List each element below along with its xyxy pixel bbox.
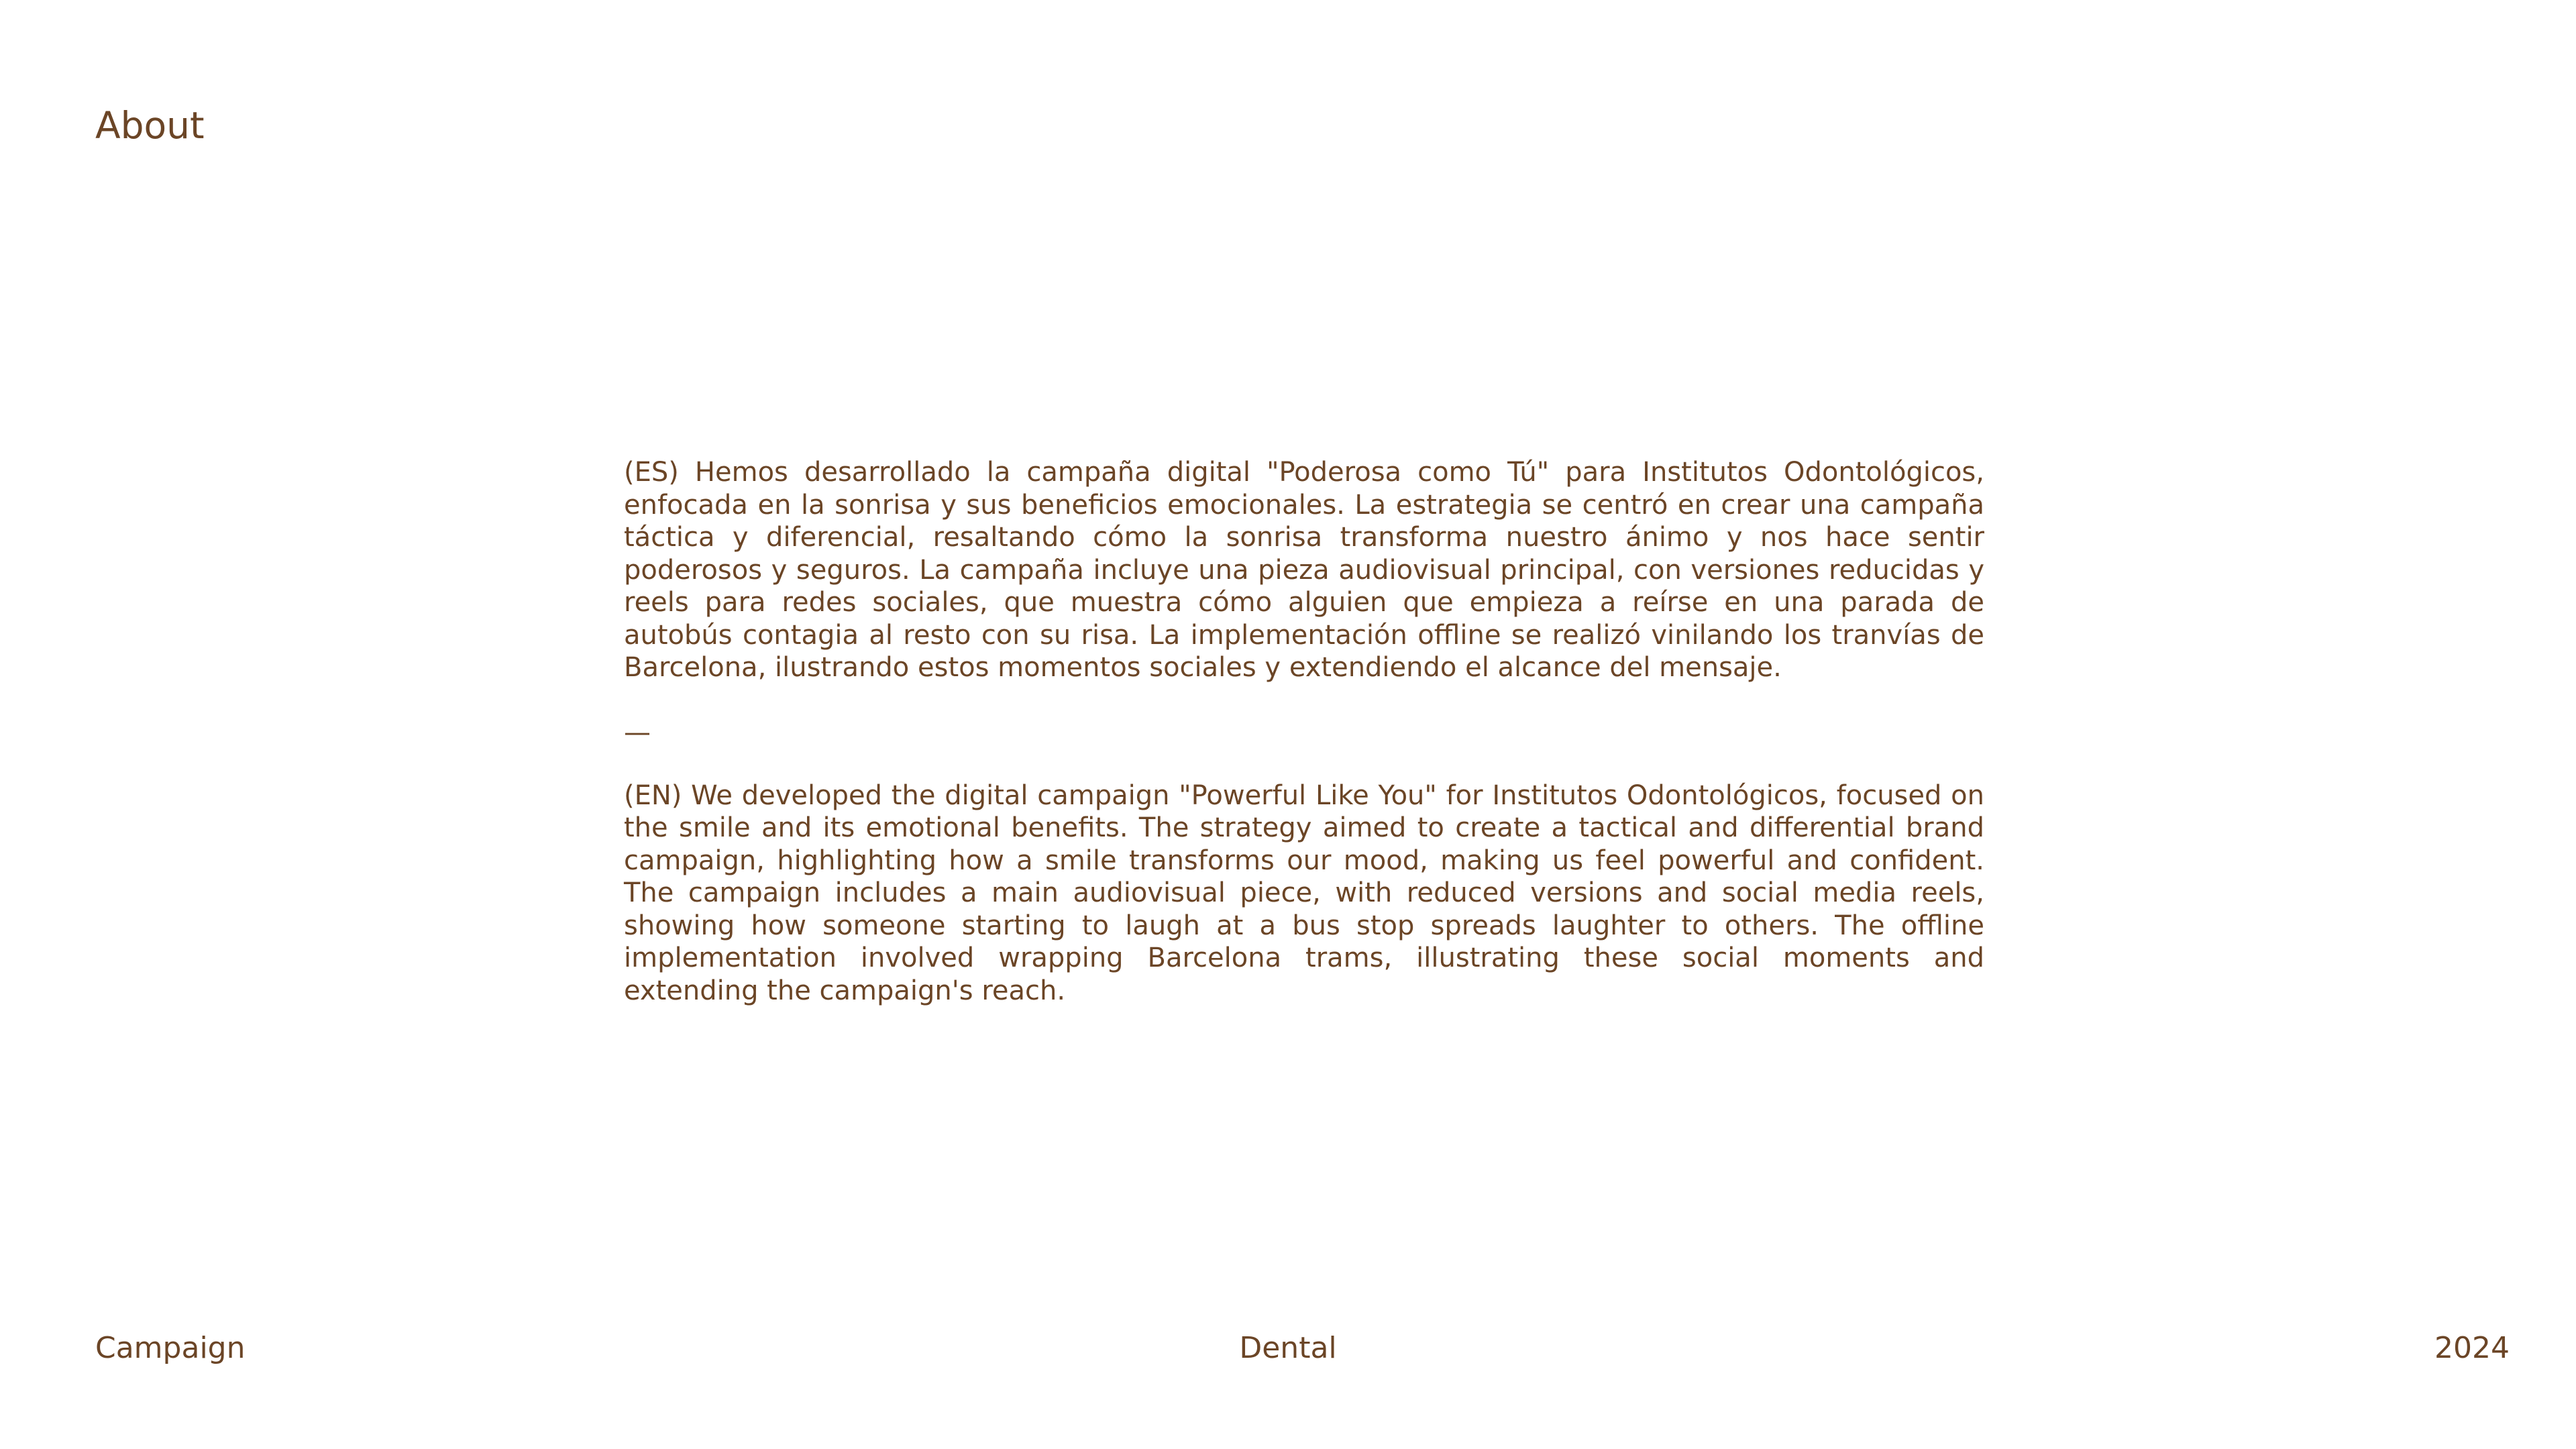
paragraph-divider: — [624,716,651,748]
spanish-paragraph: (ES) Hemos desarrollado la campaña digital "Poderosa como Tú" para Institutos Odontológicos, enfocada en la sonrisa y sus beneficios emocionales. La estrategia se centró en crear una campaña táctica y diferencial, resaltando cómo la sonrisa transforma nuestro ánimo y nos hace sentir poderosos y seguros. La campaña incluye una pieza audiovisual principal, con versiones reducidas y reels para redes sociales, que muestra cómo alguien que empieza a reírse en una parada de autobús contagia al resto con su risa. La implementación offline se realizó vinilando los tranvías de Barcelona, ilustrando estos momentos sociales y extendiendo el alcance del mensaje. [624,457,1984,683]
footer-category: Campaign [95,1331,246,1365]
footer-year: 2024 [2434,1331,2510,1365]
page-title: About [95,104,205,147]
english-paragraph: (EN) We developed the digital campaign "Powerful Like You" for Institutos Odontológicos, focused on the smile and its emotional benefits. The strategy aimed to create a tactical and differential brand campaign, highlighting how a smile transforms our mood, making us feel powerful and confident. The campaign includes a main audiovisual piece, with reduced versions and social media reels, showing how someone starting to laugh at a bus stop spreads laughter to others. The offline implementation involved wrapping Barcelona trams, illustrating these social moments and extending the campaign's reach. [624,780,1984,1006]
footer-sector: Dental [1239,1331,1337,1365]
about-text-block [624,456,1984,1007]
